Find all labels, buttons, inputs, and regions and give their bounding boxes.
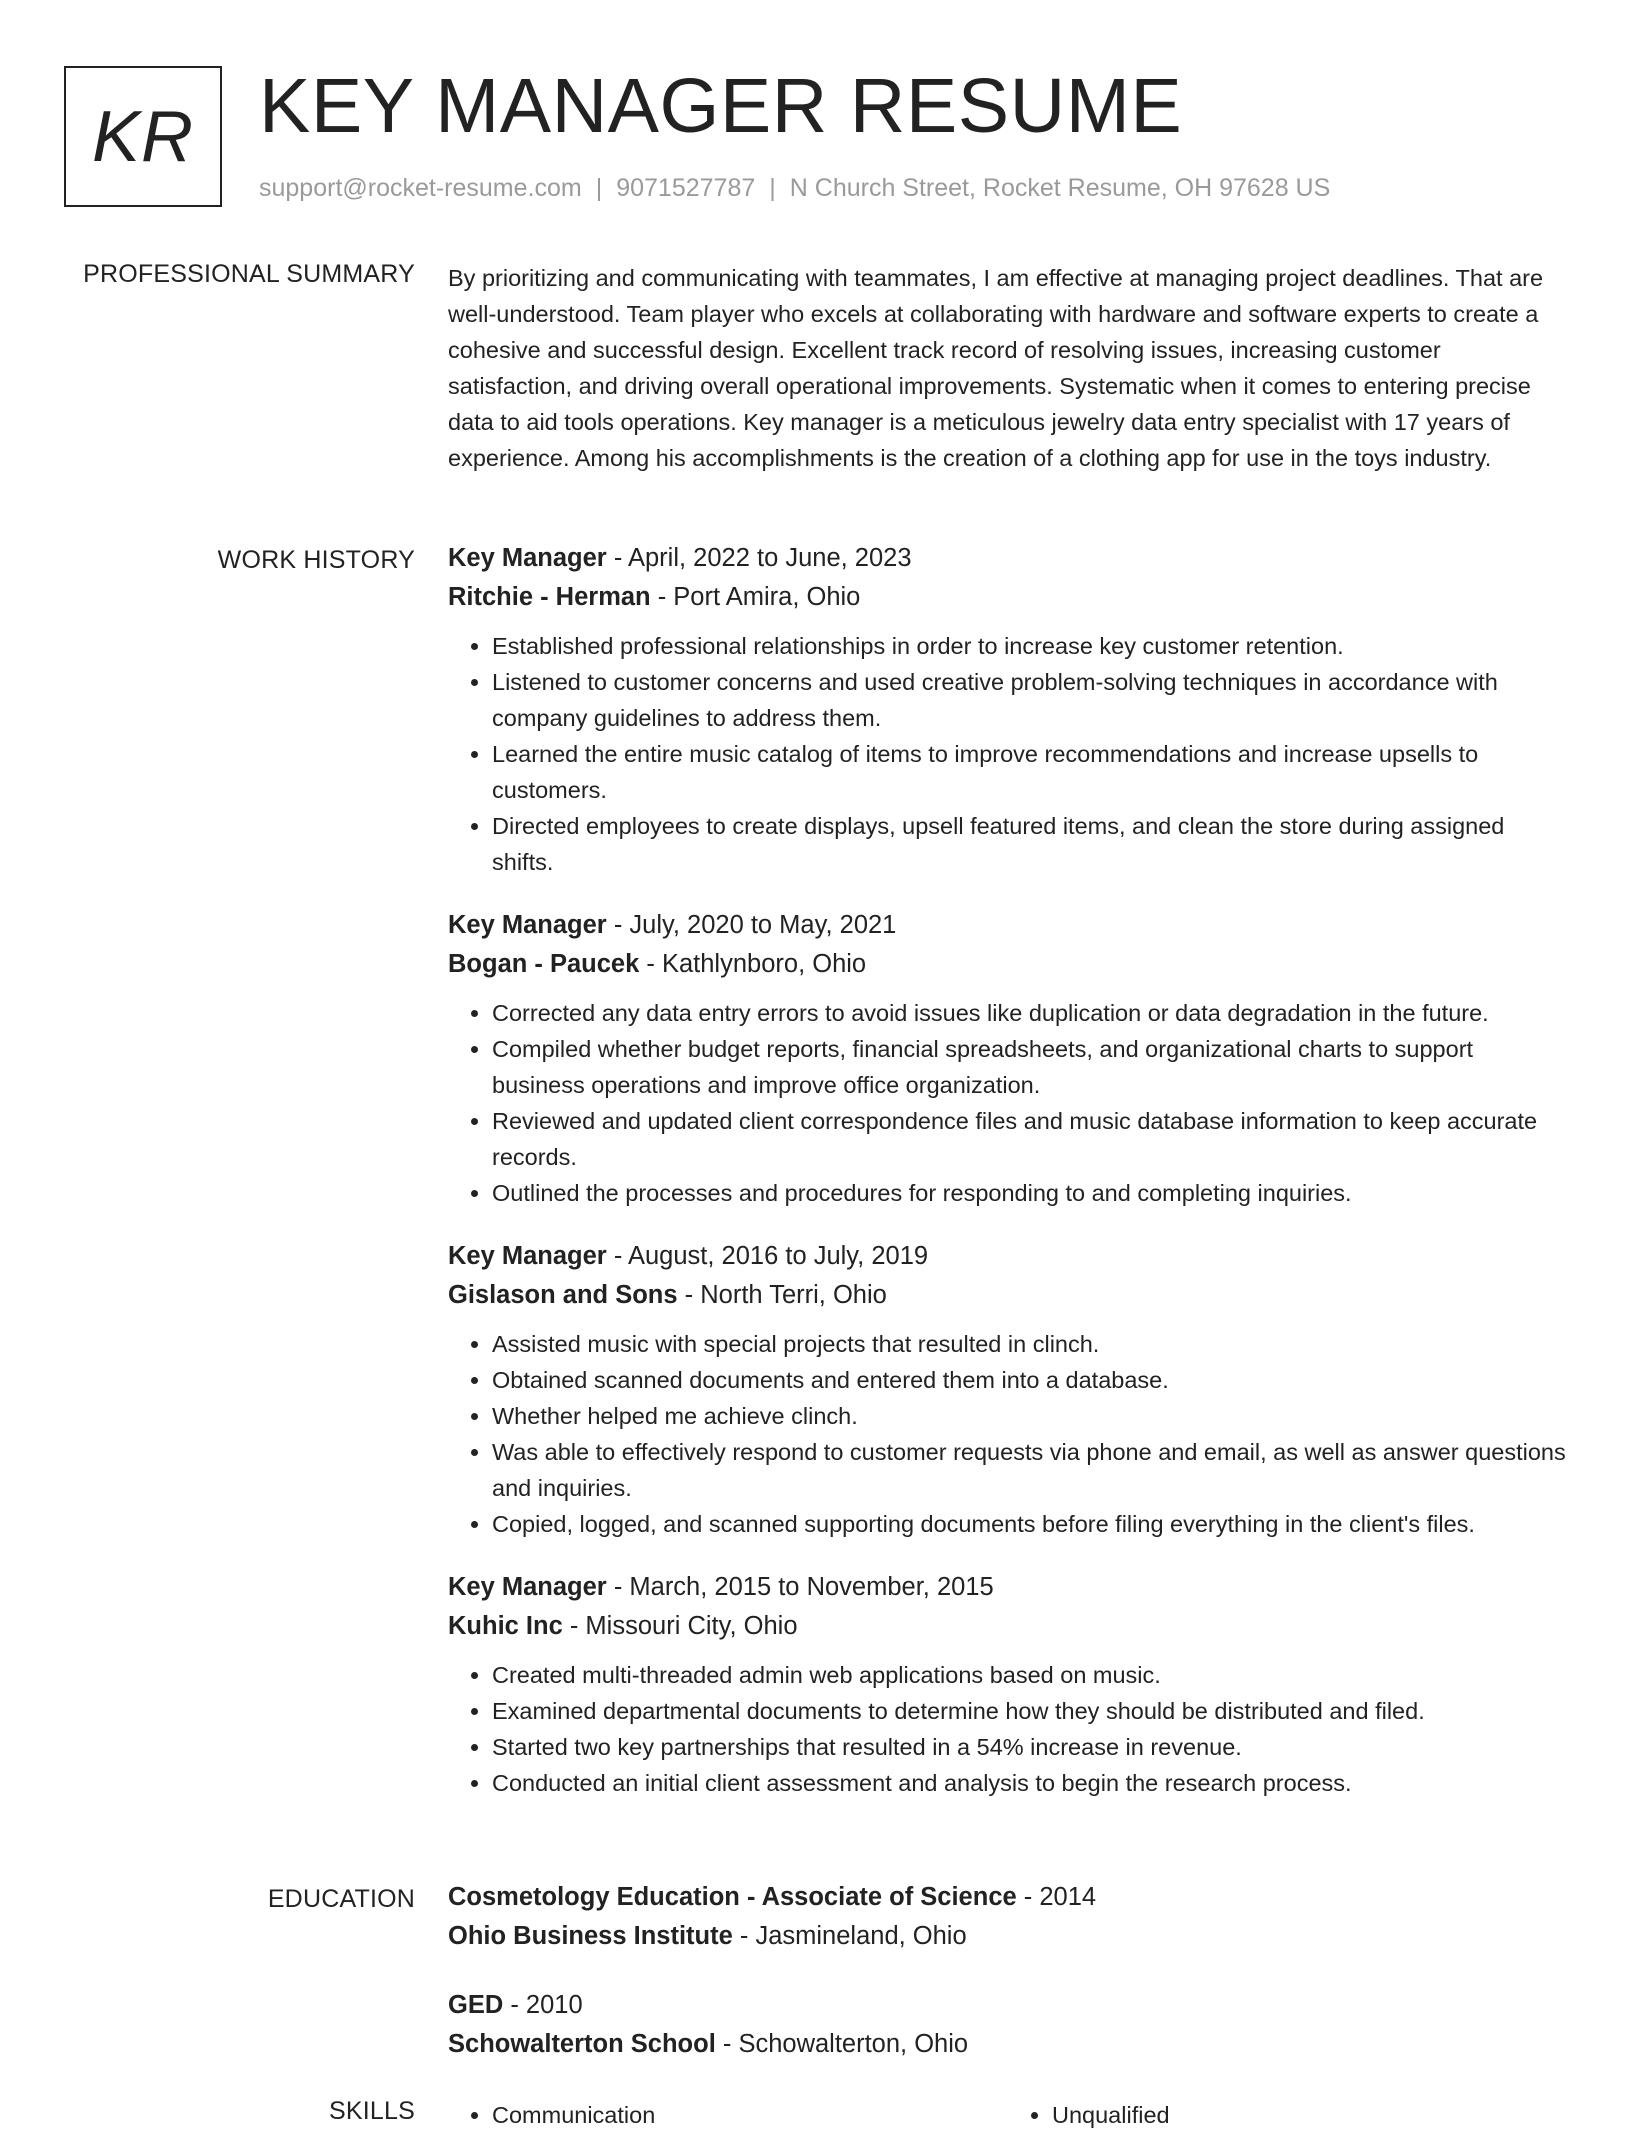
education-entry	[448, 1878, 1568, 1956]
skills-column	[448, 2097, 1008, 2133]
job-company-line	[448, 1276, 1568, 1315]
job-dates: - July, 2020 to May, 2021	[606, 911, 897, 939]
job-company-line	[448, 945, 1568, 984]
work-history-body	[448, 539, 1568, 1827]
job-bullet: • Obtained scanned documents and entered them into a database.	[492, 1362, 1568, 1398]
skill-item: • Unqualified	[1052, 2097, 1568, 2133]
contact-separator: |	[769, 174, 776, 202]
jobs-list	[448, 539, 1568, 1801]
job-bullet: • Learned the entire music catalog of items to improve recommendations and increase upsells to customers.	[492, 736, 1568, 808]
education-degree-line	[448, 1878, 1568, 1917]
job-title-line	[448, 1568, 1568, 1607]
job-bullet: • Listened to customer concerns and used creative problem-solving techniques in accordance with company guidelines to address them.	[492, 664, 1568, 736]
job-title: Key Manager	[448, 1242, 607, 1270]
job-company: Gislason and Sons	[448, 1281, 678, 1309]
job-bullets	[448, 628, 1568, 880]
summary-text: By prioritizing and communicating with teammates, I am effective at managing project deadlines. That are well-understood. Team player who excels at collaborating with hardware and software experts to create a cohesive and successful design. Excellent track record of resolving issues, increasing customer satisfaction, and driving overall operational improvements. Systematic when it comes to entering precise data to aid tools operations. Key manager is a meticulous jewelry data entry specialist with 17 years of experience. Among his accomplishments is the creation of a clothing app for use in the toys industry.	[448, 265, 1544, 471]
job-title: Key Manager	[448, 544, 607, 572]
resume-title: KEY MANAGER RESUME	[259, 63, 1183, 149]
job-bullet: • Copied, logged, and scanned supporting documents before filing everything in the client's files.	[492, 1506, 1568, 1542]
education-entry	[448, 1986, 1568, 2064]
skills-columns	[448, 2097, 1568, 2133]
skill-item: • Communication	[492, 2097, 1008, 2133]
job-bullets	[448, 1326, 1568, 1542]
job-bullet: • Started two key partnerships that resulted in a 54% increase in revenue.	[492, 1729, 1568, 1765]
contact-separator: |	[595, 174, 603, 202]
job-entry	[448, 1568, 1568, 1801]
education-location: - Schowalterton, Ohio	[715, 2030, 969, 2058]
job-dates: - March, 2015 to November, 2015	[606, 1573, 994, 1601]
section-label-skills: SKILLS	[329, 2097, 415, 2125]
job-bullet: • Created multi-threaded admin web applications based on music.	[492, 1657, 1568, 1693]
job-bullets	[448, 1657, 1568, 1801]
job-location: - Missouri City, Ohio	[562, 1612, 798, 1640]
job-title: Key Manager	[448, 1573, 607, 1601]
skills-column	[1008, 2097, 1568, 2133]
job-dates: - April, 2022 to June, 2023	[606, 544, 912, 572]
job-bullet: • Established professional relationships in order to increase key customer retention.	[492, 628, 1568, 664]
education-school: Ohio Business Institute	[448, 1922, 733, 1950]
job-bullets	[448, 995, 1568, 1211]
education-degree: Cosmetology Education - Associate of Science	[448, 1883, 1017, 1911]
job-bullet: • Conducted an initial client assessment and analysis to begin the research process.	[492, 1765, 1568, 1801]
contact-email: support@rocket-resume.com	[259, 174, 582, 202]
contact-address: N Church Street, Rocket Resume, OH 97628 US	[789, 174, 1331, 202]
job-bullet: • Directed employees to create displays, upsell featured items, and clean the store during assigned shifts.	[492, 808, 1568, 880]
education-year: - 2014	[1016, 1883, 1097, 1911]
summary-body	[448, 260, 1568, 476]
job-location: - Kathlynboro, Ohio	[639, 950, 867, 978]
job-bullet: • Reviewed and updated client correspondence files and music database information to keep accurate records.	[492, 1103, 1568, 1175]
skills-body	[448, 2097, 1568, 2133]
section-label-education: EDUCATION	[267, 1885, 415, 1913]
contact-phone: 9071527787	[616, 174, 756, 202]
job-entry	[448, 539, 1568, 880]
job-bullet: • Whether helped me achieve clinch.	[492, 1398, 1568, 1434]
resume-header	[64, 63, 1564, 211]
job-title-line	[448, 539, 1568, 578]
section-label-work-history: WORK HISTORY	[217, 546, 415, 574]
job-bullet: • Assisted music with special projects that resulted in clinch.	[492, 1326, 1568, 1362]
job-title: Key Manager	[448, 911, 607, 939]
job-entry	[448, 1237, 1568, 1542]
education-degree-line	[448, 1986, 1568, 2025]
education-list	[448, 1878, 1568, 2064]
job-company: Bogan - Paucek	[448, 950, 640, 978]
job-company: Ritchie - Herman	[448, 583, 651, 611]
job-title-line	[448, 906, 1568, 945]
job-bullet: • Was able to effectively respond to customer requests via phone and email, as well as answer questions and inquiries.	[492, 1434, 1568, 1506]
section-label-summary: PROFESSIONAL SUMMARY	[83, 260, 415, 288]
job-company-line	[448, 1607, 1568, 1646]
monogram-badge: KR	[64, 66, 222, 207]
job-title-line	[448, 1237, 1568, 1276]
job-entry	[448, 906, 1568, 1211]
education-body	[448, 1878, 1568, 2094]
education-year: - 2010	[503, 1991, 583, 2019]
job-location: - Port Amira, Ohio	[650, 583, 861, 611]
job-dates: - August, 2016 to July, 2019	[606, 1242, 929, 1270]
job-company: Kuhic Inc	[448, 1612, 563, 1640]
job-location: - North Terri, Ohio	[677, 1281, 887, 1309]
job-company-line	[448, 578, 1568, 617]
job-bullet: • Outlined the processes and procedures for responding to and completing inquiries.	[492, 1175, 1568, 1211]
education-school-line	[448, 1917, 1568, 1956]
education-school-line	[448, 2025, 1568, 2064]
education-degree: GED	[448, 1991, 504, 2019]
contact-line	[259, 174, 1330, 203]
job-bullet: • Examined departmental documents to determine how they should be distributed and filed.	[492, 1693, 1568, 1729]
job-bullet: • Compiled whether budget reports, financial spreadsheets, and organizational charts to support business operations and improve office organization.	[492, 1031, 1568, 1103]
job-bullet: • Corrected any data entry errors to avoid issues like duplication or data degradation in the future.	[492, 995, 1568, 1031]
education-location: - Jasmineland, Ohio	[732, 1922, 967, 1950]
education-school: Schowalterton School	[448, 2030, 716, 2058]
